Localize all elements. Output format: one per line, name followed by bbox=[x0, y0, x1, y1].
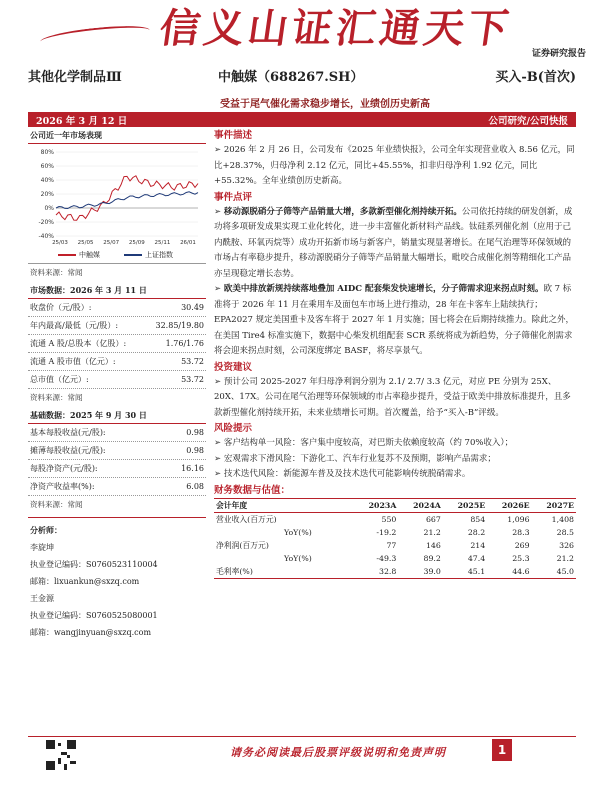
section-risk-title: 风险提示 bbox=[214, 423, 253, 434]
chart-source: 资料来源：常闻 bbox=[30, 268, 83, 277]
basic-data-value: 16.16 bbox=[181, 464, 204, 473]
basic-data-row bbox=[28, 424, 206, 442]
section-event-title: 事件描述 bbox=[214, 130, 253, 141]
financial-cell: 28.2 bbox=[467, 527, 486, 537]
financial-row-label: 毛利率(%) bbox=[216, 566, 253, 576]
legend-item-index bbox=[124, 250, 173, 260]
risk-text-2: 宏观需求下滑风险：下游化工、汽车行业复苏不及预期，影响产品需求； bbox=[223, 453, 496, 464]
analyst-2-email[interactable]: 邮箱：wangjinyuan@sxzq.com bbox=[30, 628, 152, 637]
event-paragraph bbox=[214, 143, 576, 190]
y-tick-label: 60% bbox=[40, 163, 54, 170]
financial-table-row bbox=[214, 512, 576, 526]
review-bullet-2 bbox=[214, 282, 576, 360]
financial-table-header bbox=[214, 498, 576, 512]
financial-cell: 326 bbox=[559, 540, 574, 550]
advice-text: 预计公司 2025-2027 年归母净利润分别为 2.1/ 2.7/ 3.3 亿元，对应 PE 分别为 25X、20X、17X。公司在尾气治理等环保领域的市占率稳步提升，受益于欧美中排放标准提升，且多款新型催化剂持续开拓，未来业绩增长可期。首次覆盖，给予“买入-B”评级。 bbox=[214, 376, 571, 418]
financial-cell: 39.0 bbox=[423, 566, 441, 576]
financial-cell: 25.3 bbox=[512, 553, 530, 563]
financial-header-cell: 2023A bbox=[354, 498, 398, 512]
brand-swoosh-decoration bbox=[39, 22, 150, 49]
disclaimer-text[interactable]: 请务必阅读最后股票评级说明和免责声明 bbox=[230, 746, 446, 759]
risk-bullet-2 bbox=[214, 452, 576, 468]
brand-header bbox=[0, 0, 600, 62]
basic-data-value: 6.08 bbox=[186, 482, 204, 491]
basic-data-key: 摊薄每股收益(元/股): bbox=[30, 446, 106, 455]
financial-cell: 28.5 bbox=[556, 527, 574, 537]
financial-row-label: YoY(%) bbox=[284, 553, 312, 563]
financial-cell: 45.0 bbox=[556, 566, 574, 576]
financial-cell: 47.4 bbox=[467, 553, 486, 563]
market-data-row bbox=[28, 353, 206, 371]
x-tick-label: 25/03 bbox=[52, 240, 68, 246]
left-sidebar bbox=[28, 128, 206, 645]
main-body bbox=[214, 128, 576, 579]
market-data-source: 资料来源：常闻 bbox=[30, 393, 83, 402]
market-data-value: 32.85/19.80 bbox=[155, 321, 204, 330]
analyst-1-name: 李旋坤 bbox=[30, 543, 54, 552]
basic-data-row bbox=[28, 478, 206, 496]
y-tick-label: 80% bbox=[40, 149, 54, 156]
financial-header-cell: 会计年度 bbox=[214, 498, 354, 512]
review-bullet-1-headline: 移动源脱硝分子筛等产品销量大增，多款新型催化剂持续开拓。 bbox=[223, 206, 462, 217]
financial-table-row bbox=[214, 552, 576, 565]
report-date: 2026 年 3 月 12 日 bbox=[36, 116, 128, 127]
review-bullet-2-text: 欧 7 标准将于 2026 年 11 月在乘用车及面包车市场上进行推动，28 年在卡客车上陆续执行；EPA2027 规定美国重卡及客车将于 2027 年 1 月实施；国七将会在后期持续推力。除此之外，在美国 Tire4 标准实施下，数据中心柴发机组配套 SCR 系统将成为新趋势，分子筛催化剂需求将会迎来拐点时刻，公司深度绑定 BASF，将尽享景气。 bbox=[214, 284, 574, 356]
x-tick-label: 26/01 bbox=[180, 240, 196, 246]
analyst-1-cert: 执业登记编码：S0760523110004 bbox=[30, 560, 158, 569]
performance-chart-svg bbox=[28, 144, 206, 248]
legend-item-company bbox=[58, 250, 100, 260]
review-bullet-2-headline: 欧美中排放新规持续落地叠加 AIDC 配套柴发快速增长，分子筛需求迎来拐点时刻。 bbox=[223, 284, 544, 294]
analysts-block bbox=[28, 517, 206, 645]
financial-cell: 32.8 bbox=[379, 566, 397, 576]
y-tick-label: -40% bbox=[38, 233, 54, 240]
financial-cell: -19.2 bbox=[376, 527, 397, 537]
date-category-bar bbox=[28, 112, 576, 127]
basic-data-value: 0.98 bbox=[186, 428, 204, 437]
report-type-label: 证券研究报告 bbox=[531, 49, 586, 59]
review-bullet-1 bbox=[214, 205, 576, 283]
series-line-index bbox=[56, 192, 198, 209]
analyst-2-name: 王金源 bbox=[30, 594, 54, 603]
analyst-1-email[interactable]: 邮箱：lixuankun@sxzq.com bbox=[30, 577, 140, 586]
basic-data-key: 每股净资产(元/股): bbox=[30, 464, 98, 473]
advice-bullet bbox=[214, 375, 576, 422]
y-tick-label: 0% bbox=[44, 205, 54, 212]
market-data-title: 市场数据：2026 年 3 月 11 日 bbox=[28, 283, 206, 299]
financial-cell: 77 bbox=[386, 540, 397, 550]
financial-header-cell: 2025E bbox=[443, 498, 487, 512]
financial-cell: 667 bbox=[425, 514, 441, 524]
financial-header-cell: 2026E bbox=[487, 498, 531, 512]
financial-cell: 45.1 bbox=[467, 566, 486, 576]
title-row bbox=[28, 66, 576, 86]
financial-cell: 550 bbox=[381, 514, 397, 524]
basic-data-row bbox=[28, 442, 206, 460]
market-performance-chart bbox=[28, 144, 206, 264]
financial-cell: 21.2 bbox=[556, 553, 574, 563]
market-data-row bbox=[28, 299, 206, 317]
financial-table-row bbox=[214, 526, 576, 539]
qr-code-icon bbox=[46, 740, 76, 770]
market-data-row bbox=[28, 371, 206, 389]
financial-table-row bbox=[214, 565, 576, 579]
report-subtitle: 受益于尾气催化需求稳步增长，业绩创历史新高 bbox=[220, 99, 430, 110]
risk-text-1: 客户结构单一风险：客户集中度较高，对巴斯夫依赖度较高（约 70%收入）； bbox=[223, 438, 514, 448]
y-tick-label: -20% bbox=[38, 219, 54, 226]
financial-row-label: YoY(%) bbox=[284, 527, 312, 537]
financial-cell: 146 bbox=[425, 540, 441, 550]
y-tick-label: 20% bbox=[40, 191, 54, 198]
analysts-title: 分析师： bbox=[30, 525, 62, 535]
basic-data-key: 基本每股收益(元/股): bbox=[30, 428, 106, 437]
market-data-key: 流通 A 股/总股本（亿股）: bbox=[30, 339, 127, 348]
section-review-title: 事件点评 bbox=[214, 191, 253, 203]
financial-row-label: 营业收入(百万元) bbox=[216, 514, 277, 524]
financial-cell: 1,096 bbox=[507, 514, 530, 524]
market-data-row bbox=[28, 317, 206, 335]
analyst-2-cert: 执业登记编码：S0760525080001 bbox=[30, 611, 158, 620]
market-data-value: 53.72 bbox=[181, 375, 204, 384]
x-tick-label: 25/11 bbox=[154, 240, 171, 246]
financial-cell: 269 bbox=[514, 540, 530, 550]
financial-cell: 44.6 bbox=[512, 566, 530, 576]
industry-label: 其他化学制品Ⅲ bbox=[28, 70, 122, 85]
x-tick-label: 25/09 bbox=[128, 240, 145, 246]
financial-cell: 1,408 bbox=[551, 514, 574, 524]
market-data-list bbox=[28, 299, 206, 389]
risk-bullet-1 bbox=[214, 436, 576, 452]
chart-legend bbox=[58, 250, 173, 260]
basic-data-row bbox=[28, 460, 206, 478]
legend-index-label: 上证指数 bbox=[145, 251, 173, 259]
financial-cell: 89.2 bbox=[423, 553, 441, 563]
x-tick-label: 25/07 bbox=[103, 240, 120, 246]
review-bullet-1-text: 公司依托持续的研发创新，成功将多项研发成果实现工业化转化，进一步丰富催化新材料产品线。钛硅系列催化剂（应用于己内酰胺、环氧丙烷等）成功开拓新市场与新客户，销量实现显著增长。在尾气治理等环保领域的市场占有率稳步提升，移动源脱硝分子筛等产品销量大幅增长，毗咬合成催化剂等精细化工产品亦呈现稳定增长态势。 bbox=[214, 206, 573, 279]
section-financial-title: 财务数据与估值： bbox=[214, 484, 291, 496]
market-data-value: 30.49 bbox=[181, 303, 204, 312]
market-data-key: 流通 A 股市值（亿元）: bbox=[30, 357, 116, 366]
financial-cell: -49.3 bbox=[376, 553, 397, 563]
section-advice-title: 投资建议 bbox=[214, 361, 253, 373]
basic-data-list bbox=[28, 424, 206, 496]
risk-bullet-3 bbox=[214, 467, 576, 483]
basic-data-value: 0.98 bbox=[186, 446, 204, 455]
market-data-row bbox=[28, 335, 206, 353]
page-number: 1 bbox=[492, 739, 512, 761]
basic-data-title: 基础数据：2025 年 9 月 30 日 bbox=[28, 408, 206, 424]
report-category: 公司研究/公司快报 bbox=[488, 116, 568, 127]
market-data-key: 收盘价（元/股）: bbox=[30, 303, 92, 312]
financial-row-label: 净利润(百万元) bbox=[216, 540, 269, 550]
financial-cell: 854 bbox=[470, 514, 486, 524]
basic-data-key: 净资产收益率(%): bbox=[30, 482, 95, 491]
footer-divider bbox=[28, 736, 576, 737]
financial-cell: 28.3 bbox=[512, 527, 530, 537]
basic-data-source: 资料来源：常闻 bbox=[30, 500, 83, 509]
event-text: 2026 年 2 月 26 日，公司发布《2025 年业绩快报》，公司全年实现营业收入 8.56 亿元，同比+28.37%，归母净利 2.12 亿元，同比+45.55%，扣非归母净利 1.92 亿元，同比+55.32%。全年业绩创历史新高。 bbox=[214, 145, 575, 186]
financial-table-row bbox=[214, 539, 576, 552]
market-performance-title: 公司近一年市场表现 bbox=[28, 128, 206, 144]
market-data-key: 总市值（亿元）: bbox=[30, 375, 89, 384]
market-data-value: 1.76/1.76 bbox=[165, 339, 204, 348]
financial-cell: 214 bbox=[470, 540, 486, 550]
company-title: 中触媒（688267.SH） bbox=[218, 70, 364, 85]
brand-logo-text: 信义山证汇通天下 bbox=[156, 5, 516, 52]
financial-cell: 21.2 bbox=[423, 527, 441, 537]
y-tick-label: 40% bbox=[40, 177, 54, 184]
page-footer bbox=[0, 732, 600, 800]
financial-table bbox=[214, 498, 576, 579]
market-data-key: 年内最高/最低（元/股）: bbox=[30, 321, 119, 330]
market-data-value: 53.72 bbox=[181, 357, 204, 366]
financial-header-cell: 2024A bbox=[398, 498, 442, 512]
x-tick-label: 25/05 bbox=[77, 240, 94, 246]
rating-label: 买入-B(首次) bbox=[495, 70, 576, 85]
legend-company-label: 中触媒 bbox=[79, 251, 100, 259]
risk-text-3: 技术迭代风险：新能源车普及及技术迭代可能影响传统脱硝需求。 bbox=[223, 469, 471, 479]
financial-header-cell: 2027E bbox=[532, 498, 576, 512]
